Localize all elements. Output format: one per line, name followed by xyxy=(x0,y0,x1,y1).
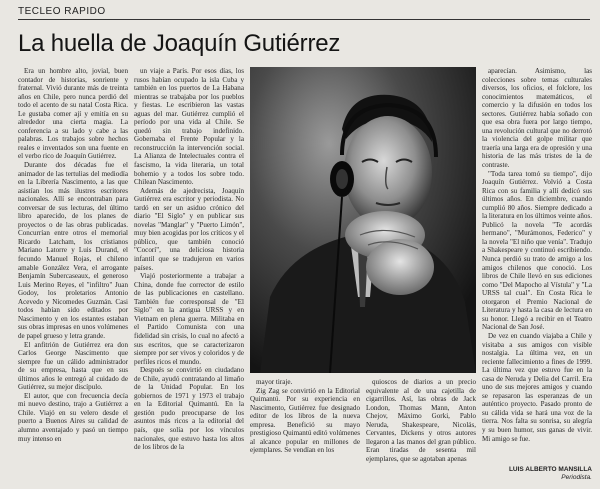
paragraph: El autor, que con frecuencia decía mi nuevo destino, trajo a Gutiérrez a Chile. Viajó en su velero desde el puerto a Buenos Aires su calidad de alumno aventajado y pasó un tiempo muy intenso en xyxy=(18,391,128,443)
paragraph: Zig Zag se convirtió en la Editorial Quimantú. Por su experiencia en Nascimento, Gutiérrez fue designado editor de los libros de la nueva empresa. Benefició su mayo prestigioso Quimantú editó volúmenes al alcance popular en millones de ejemplares. Se vendían en los xyxy=(250,386,360,455)
byline xyxy=(482,466,592,482)
paragraph: quioscos de diarios a un precio equivalente al de una cajetilla de cigarrillos. Así, las obras de Jack London, Thomas Mann, Anton Chejov, Máximo Gorki, Pablo Neruda, Shakespeare, Nicolás, Cervantes, Dickens y otros autores llegaron a las manos del gran público. Eran tiradas de sesenta mil ejemplares, que se agotaban apenas xyxy=(366,378,476,463)
top-rule xyxy=(18,19,590,20)
paragraph: De vez en cuando viajaba a Chile y visitaba a sus amigos con visible nostalgia. La última vez, en un reciente fallecimiento a fines de 1999. La última vez que estuvo fue en la casa de Neruda y Delia del Carril. Era uno de sus mejores amigos y cuando se repasaron las esperanzas de un auténtico proyecto. Pasado pronto de su cálida vida se hará una voz de la tierra. Nos falta su sonrisa, su alegría y su buen humor, sus ganas de vivir. Mi amigo se fue. xyxy=(482,331,592,443)
paragraph: "Toda tarea tomó su tiempo", dijo Joaquín Gutiérrez. Volvió a Costa Rica con su familia y allí dedicó sus últimos años. En diciembre, cuando cumplió 80 años. Siempre dedicado a la literatura en los últimos veinte años. Publicó la novela "Te acordás hermano", "Murámonos, Federico" y la novela "El niño que venía". Tradujo a Shakespeare y continuó escribiendo. Nunca perdió su trato de amigo a los amigos chilenos que conoció. Los libros de Chile llevó en sus ediciones como "Del Mapocho al Vístula" y "La URSS tal cual". En Costa Rica le otorgaron el Premio Nacional de Literatura y hasta la casa de lectura en su honor. Llegó a recibir en el Teatro Nacional de San José. xyxy=(482,169,592,332)
paragraph: un viaje a París. Por esos días, los rusos habían ocupado la isla Cuba y también en los puertos de La Habana mientras se trabajaba por los pueblos y fiestas. Le escribieron las vastas aguas del mar. Gutiérrez cumplió el período por una vida al Chile. Se quedó sin trabajo indefinido. Gobernaba el Frente Popular y la reconstrucción la intervención social. La Alianza de Intelectuales contra el fascismo, la vida literaria, un total bohemio y a todos los sobre todo. Chilean Nascimento. xyxy=(134,67,244,187)
paragraph: Después se convirtió en ciudadano de Chile, ayudó contratando al limaño de la Unidad Popular. En los gobiernos de 1971 y 1973 el trabajo en la Editorial Quimantú. En la gestión pudo preocuparse de los asuntos más ricos a la editorial del país, que solía por los vínculos nacionales, que estuvo hasta los altos de los libros de la xyxy=(134,366,244,452)
paragraph: Viajó posteriormente a trabajar a China, donde fue corrector de estilo de las publicaciones en castellano. También fue corresponsal de "El Siglo" en la antigua URSS y en Vietnam en plena guerra. Militaba en el Partido Comunista con una fidelidad sin crisis, lo cual no afectó a sus escritos, que se caracterizaron siempre por ser vivos y coloridos y de perfiles ricos el mundo. xyxy=(134,272,244,366)
section-label: TECLEO RAPIDO xyxy=(18,6,106,17)
paragraph: mayor tiraje. xyxy=(256,378,293,386)
headline: La huella de Joaquín Gutiérrez xyxy=(18,30,341,57)
paragraph: Además de ajedrecista, Joaquín Gutiérrez era escritor y periodista. No tardó en ser un asiduo crónico del diario "El Siglo" y en publicar sus novelas "Manglar" y "Puerto Limón", muy bien acogidas por los críticos y el público, que también conoció "Cocorí", una deliciosa historia infantil que se tradujeron en varios países. xyxy=(134,186,244,272)
paragraph: Durante dos décadas fue el animador de las tertulias del mediodía en la Librería Nascimento, a las que asistían los más ilustres escritores nacionales. Allí se encontraban para conversar de sus lecturas, del último libro aparecido, de los planes de proyectos o de las obras publicadas. Concurrían entre otros el memorial Ricardo Latcham, los cristianos Mariano Latorre y Luis Durand, el fecundo Manuel Rojas, el chileno amable González Vera, el arrogante Benjamín Subercaseaux, el generoso Luis Merino Reyes, el "infiltro" Juan Godoy, los proletarios Antonio Acevedo y Nicomedes Guzmán. Casi todos habían sido editados por Nascimento y en los estantes estaban sus obras impresas en unos volúmenes de papel grueso y letra grande. xyxy=(18,161,128,340)
paragraph: aparecían. Asimismo, las colecciones sobre temas culturales diversos, los oficios, el folclore, los conocimientos matemáticos, el comercio y la difusión en todos los sectores. Gutiérrez había soñado con que esa obra fuera por largo tiempo, una revolución cultural que no derrotó la violencia del golpe militar que traería una larga era de opresión y una historia de las más tristes de la de contraste. xyxy=(482,67,592,170)
column-4 xyxy=(366,378,476,476)
byline-role: Periodista. xyxy=(561,474,592,481)
paragraph: Era un hombre alto, jovial, buen contador de historias, sonriente y fraternal. Vivió durante más de treinta años en Chile, pero nunca perdió del todo el acento de su natal Costa Rica. Le gustaba comer ají y emitía en su alrededor una cierta magia. La conferencia a su lado y cabe a las palabras. Los trabajos sobre hechos reales e inventados son una fuente en el verbo rico de Joaquín Gutiérrez. xyxy=(18,67,128,161)
portrait-illustration xyxy=(250,67,476,373)
byline-name: LUIS ALBERTO MANSILLA xyxy=(508,466,592,473)
column-5 xyxy=(482,67,592,462)
paragraph: El anfitrión de Gutiérrez era don Carlos George Nascimento que siempre fue un cálido administrador de su empresa, hasta que en sus últimos años le entregó al cuidado de Gutiérrez, su mejor discípulo. xyxy=(18,340,128,392)
column-2 xyxy=(134,67,244,476)
portrait-photo xyxy=(250,67,476,373)
column-1 xyxy=(18,67,128,476)
column-3 xyxy=(250,378,360,476)
